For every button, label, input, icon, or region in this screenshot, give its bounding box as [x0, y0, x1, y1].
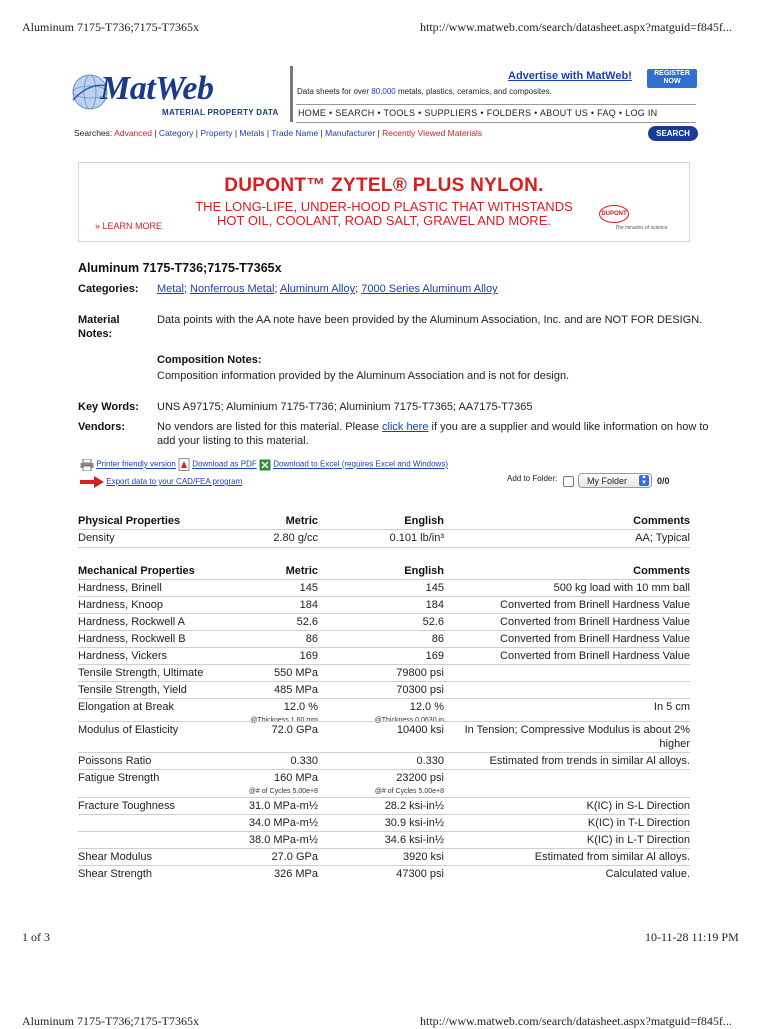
nav-faq[interactable]: FAQ — [597, 108, 617, 118]
physical-header-comments: Comments — [633, 515, 690, 527]
nav-separator: • — [326, 108, 336, 118]
search-separator: | — [193, 128, 201, 138]
search-link-metals[interactable]: Metals — [239, 128, 265, 138]
categories-label: Categories: — [78, 283, 139, 295]
mechanical-header-comments: Comments — [633, 565, 690, 577]
search-separator: | — [232, 128, 240, 138]
nav-separator: • — [588, 108, 598, 118]
english-value: 23200 psi @# of Cycles 5.00e+8 — [340, 771, 444, 799]
category-separator: ; — [274, 283, 280, 295]
folder-count: 0/0 — [657, 476, 670, 486]
english-value: 47300 psi — [396, 868, 444, 880]
pdf-icon — [178, 458, 190, 471]
english-value: 79800 psi — [396, 667, 444, 679]
add-to-folder-label: Add to Folder: — [507, 474, 558, 483]
comment: Estimated from trends in similar Al alloys. — [489, 755, 690, 767]
main-nav — [296, 104, 696, 123]
table-row-divider — [78, 547, 690, 548]
comment: AA; Typical — [635, 532, 690, 544]
table-row-divider — [78, 831, 690, 832]
download-excel-link[interactable]: Download to Excel (requires Excel and Windows) — [273, 459, 448, 469]
metric-value: 12.0 % — [220, 700, 318, 728]
comment: K(IC) in L-T Direction — [586, 834, 690, 846]
table-row-divider — [78, 664, 690, 665]
metric-value: 326 MPa — [273, 868, 318, 880]
english-value: 3920 ksi — [403, 851, 444, 863]
keywords: UNS A97175; Aluminium 7175-T736; Aluminium 7175-T7365; AA7175-T7365 — [157, 401, 533, 413]
print-next-title: Aluminum 7175-T736;7175-T7365x — [22, 1014, 199, 1028]
dupont-banner-ad[interactable] — [78, 162, 690, 242]
material-notes-label: Material Notes: — [78, 314, 120, 340]
comment: K(IC) in S-L Direction — [586, 800, 690, 812]
metric-value: 0.330 — [290, 755, 318, 767]
dupont-tagline: The miracles of science — [615, 225, 668, 231]
metric-value: 184 — [299, 599, 318, 611]
material-notes: Data points with the AA note have been provided by the Aluminum Association, Inc. and are NOT FOR DESIGN. — [157, 314, 703, 326]
metric-value: 27.0 GPa — [271, 851, 318, 863]
vendors-text: No vendors are listed for this material. Please click here if you are a supplier and would like information on how to add your listing to this material. — [157, 421, 709, 447]
physical-header-metric: Metric — [285, 515, 318, 527]
english-value: 70300 psi — [396, 684, 444, 696]
table-row-divider — [78, 865, 690, 866]
table-row-divider — [78, 814, 690, 815]
property-name: Density — [78, 532, 115, 544]
english-value: 145 — [425, 582, 444, 594]
table-row-divider — [78, 630, 690, 631]
search-separator: | — [264, 128, 272, 138]
keywords-label: Key Words: — [78, 401, 139, 413]
print-page-number: 1 of 3 — [22, 930, 50, 944]
nav-separator: • — [477, 108, 487, 118]
logo-subtitle: MATERIAL PROPERTY DATA — [162, 108, 279, 117]
search-button[interactable]: SEARCH — [648, 126, 698, 141]
banner-line-2: HOT OIL, COOLANT, ROAD SALT, GRAVEL AND MORE. — [217, 213, 551, 228]
table-row-divider — [78, 797, 690, 798]
tagline: Data sheets for over 80,000 metals, plastics, ceramics, and composites. — [297, 87, 552, 96]
table-row-divider — [78, 698, 690, 699]
metric-value: 86 — [305, 633, 318, 645]
property-name: Tensile Strength, Ultimate — [78, 667, 204, 679]
table-row-divider — [78, 529, 690, 530]
comment: Estimated from similar Al alloys. — [534, 851, 690, 863]
property-name: Shear Strength — [78, 868, 152, 880]
categories-list — [157, 282, 712, 296]
search-link-recently-viewed-materials[interactable]: Recently Viewed Materials — [382, 128, 483, 138]
table-row-divider — [78, 596, 690, 597]
property-name: Modulus of Elasticity — [78, 724, 179, 736]
nav-separator: • — [374, 108, 384, 118]
print-header-title: Aluminum 7175-T736;7175-T7365x — [22, 20, 199, 34]
english-value: 12.0 % — [340, 700, 444, 728]
nav-tools[interactable]: TOOLS — [383, 108, 416, 118]
printer-friendly-link[interactable]: Printer friendly version — [96, 459, 176, 469]
english-value: 0.101 lb/in³ — [389, 532, 444, 544]
category-separator: ; — [183, 283, 191, 295]
metric-value: 169 — [299, 650, 318, 662]
physical-header-english: English — [404, 515, 444, 527]
property-name: Hardness, Brinell — [78, 582, 162, 594]
property-name: Elongation at Break — [78, 701, 175, 713]
comment: Converted from Brinell Hardness Value — [500, 616, 690, 628]
search-links — [74, 128, 482, 138]
property-name: Hardness, Knoop — [78, 599, 163, 611]
composition-notes: Composition information provided by the Aluminum Association and is not for design. — [157, 370, 570, 382]
comment: Converted from Brinell Hardness Value — [500, 650, 690, 662]
export-arrow-icon — [80, 476, 104, 488]
printer-icon — [80, 459, 94, 471]
dupont-logo: DUPONT — [599, 205, 629, 223]
nav-separator: • — [415, 108, 425, 118]
property-name: Hardness, Rockwell A — [78, 616, 185, 628]
metric-value: 38.0 MPa-m½ — [248, 834, 318, 846]
category-link[interactable]: Nonferrous Metal — [190, 283, 275, 295]
metric-value: 160 MPa @# of Cycles 5.00e+8 — [220, 771, 318, 799]
category-link[interactable]: 7000 Series Aluminum Alloy — [361, 283, 498, 295]
tools-row-2 — [80, 476, 242, 488]
property-name: Fracture Toughness — [78, 800, 176, 812]
property-name: Hardness, Vickers — [78, 650, 168, 662]
search-separator: | — [151, 128, 159, 138]
folder-select[interactable]: My Folder ▲ ▼ — [578, 473, 652, 488]
nav-separator: • — [531, 108, 540, 118]
english-value: 28.2 ksi-in½ — [384, 800, 444, 812]
nav-suppliers[interactable]: SUPPLIERS — [424, 108, 478, 118]
table-row-divider — [78, 613, 690, 614]
mechanical-header-english: English — [404, 565, 444, 577]
banner-title: DUPONT™ ZYTEL® PLUS NYLON. — [224, 175, 544, 196]
table-row-divider — [78, 647, 690, 648]
category-separator: ; — [355, 283, 362, 295]
property-name: Hardness, Rockwell B — [78, 633, 186, 645]
print-datetime: 10-11-28 11:19 PM — [645, 930, 739, 944]
metric-value: 31.0 MPa-m½ — [248, 800, 318, 812]
english-value: 184 — [425, 599, 444, 611]
click-here-link[interactable]: click here — [382, 421, 429, 433]
nav-about-us[interactable]: ABOUT US — [539, 108, 589, 118]
comment: K(IC) in T-L Direction — [587, 817, 690, 829]
property-name: Tensile Strength, Yield — [78, 684, 187, 696]
tools-row-1 — [80, 458, 448, 471]
mechanical-header-metric: Metric — [285, 565, 318, 577]
matweb-logo[interactable] — [70, 66, 295, 124]
table-row-divider — [78, 721, 690, 722]
metric-value: 52.6 — [296, 616, 318, 628]
export-cad-link[interactable]: Export data to your CAD/FEA program — [106, 477, 243, 487]
nav-search[interactable]: SEARCH — [335, 108, 375, 118]
comment: Converted from Brinell Hardness Value — [500, 599, 690, 611]
advertise-link[interactable]: Advertise with MatWeb! — [508, 70, 632, 82]
nav-log-in[interactable]: LOG IN — [625, 108, 658, 118]
search-separator: | — [375, 128, 383, 138]
nav-folders[interactable]: FOLDERS — [486, 108, 532, 118]
category-link[interactable]: Aluminum Alloy — [279, 283, 356, 295]
comment: Converted from Brinell Hardness Value — [500, 633, 690, 645]
english-value: 0.330 — [416, 755, 444, 767]
select-arrows-icon: ▲ ▼ — [639, 475, 649, 486]
english-value: 30.9 ksi-in½ — [384, 817, 444, 829]
comment: In 5 cm — [653, 701, 690, 713]
table-row-divider — [78, 681, 690, 682]
add-to-folder-checkbox[interactable] — [563, 476, 574, 487]
property-name: Fatigue Strength — [78, 772, 160, 784]
comment: In Tension; Compressive Modulus is about 2% higher — [464, 724, 690, 750]
metric-condition: @# of Cycles 5.00e+8 — [248, 788, 318, 795]
download-pdf-link[interactable]: Download as PDF — [192, 459, 257, 469]
logo-text: MatWeb — [100, 70, 214, 107]
table-row-divider — [78, 752, 690, 753]
property-name: Shear Modulus — [78, 851, 152, 863]
metric-value: 485 MPa — [273, 684, 318, 696]
excel-icon — [259, 459, 271, 471]
search-link-manufacturer[interactable]: Manufacturer — [325, 128, 376, 138]
english-value: 52.6 — [422, 616, 444, 628]
metric-value: 145 — [299, 582, 318, 594]
english-value: 169 — [425, 650, 444, 662]
print-header-url: http://www.matweb.com/search/datasheet.aspx?matguid=f845f... — [420, 20, 732, 34]
banner-line-1: THE LONG-LIFE, UNDER-HOOD PLASTIC THAT WITHSTANDS — [195, 199, 573, 214]
vendors-label: Vendors: — [78, 421, 126, 433]
table-row-divider — [78, 579, 690, 580]
english-value: 10400 ksi — [396, 724, 444, 736]
search-separator: | — [318, 128, 326, 138]
metric-value: 72.0 GPa — [271, 724, 318, 736]
nav-separator: • — [616, 108, 626, 118]
logo-divider — [290, 66, 293, 122]
metric-value: 34.0 MPa-m½ — [248, 817, 318, 829]
table-row-divider — [78, 848, 690, 849]
metric-value: 2.80 g/cc — [273, 532, 318, 544]
english-value: 34.6 ksi-in½ — [384, 834, 444, 846]
material-title: Aluminum 7175-T736;7175-T7365x — [78, 261, 282, 275]
metric-value: 550 MPa — [273, 667, 318, 679]
search-link-category[interactable]: Category — [158, 128, 194, 138]
comment: 500 kg load with 10 mm ball — [553, 582, 690, 594]
register-now-button[interactable]: REGISTER NOW — [647, 69, 697, 88]
english-value: 86 — [431, 633, 444, 645]
search-link-property[interactable]: Property — [200, 128, 233, 138]
english-condition: @# of Cycles 5.00e+8 — [374, 788, 444, 795]
property-name: Poissons Ratio — [78, 755, 152, 767]
learn-more-link[interactable]: » LEARN MORE — [95, 221, 163, 231]
mechanical-header-title: Mechanical Properties — [78, 565, 195, 577]
physical-header-title: Physical Properties — [78, 515, 181, 527]
search-link-advanced[interactable]: Advanced — [114, 128, 152, 138]
comment: Calculated value. — [605, 868, 690, 880]
searches-label: Searches: — [74, 128, 115, 138]
search-link-trade-name[interactable]: Trade Name — [271, 128, 319, 138]
table-row-divider — [78, 769, 690, 770]
nav-home[interactable]: HOME — [298, 108, 327, 118]
composition-notes-title: Composition Notes: — [157, 354, 262, 366]
print-next-url: http://www.matweb.com/search/datasheet.aspx?matguid=f845f... — [420, 1014, 732, 1028]
category-link[interactable]: Metal — [157, 283, 184, 295]
